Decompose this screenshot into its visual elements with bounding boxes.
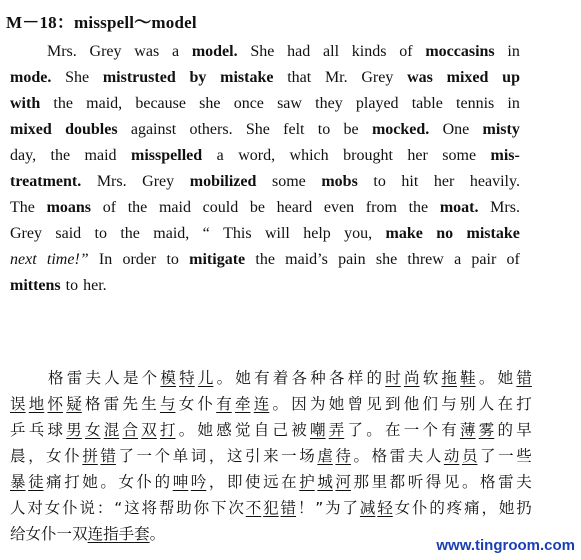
word: saw — [277, 95, 302, 112]
word: She — [250, 43, 275, 60]
word: the — [120, 225, 140, 242]
vocab-word: mode. — [10, 69, 52, 86]
word: she — [199, 95, 221, 112]
word: that — [287, 69, 312, 86]
word: She — [65, 69, 90, 86]
word: all — [323, 43, 340, 60]
word: kinds — [351, 43, 387, 60]
word: Mrs. — [490, 199, 520, 216]
word: This — [223, 225, 252, 242]
vocab-word: no — [436, 225, 454, 242]
vocab-word: mistake — [466, 225, 520, 242]
vocab-word: misspelled — [131, 147, 203, 164]
word: the — [408, 199, 429, 216]
chinese-line: 乒 乓 球 男 女 混 合 双 打 。 她 感 觉 自 己 被 嘲 弄 了 。 在 一 个 有 薄 雾 的 早 — [10, 421, 532, 439]
word: will — [264, 225, 290, 242]
vocab-word: mixed — [446, 69, 489, 86]
word: others. — [189, 121, 233, 138]
word: help — [303, 225, 331, 242]
english-line — [10, 250, 520, 270]
word: heavily. — [469, 173, 520, 190]
word: Grey — [361, 69, 394, 86]
word: they — [315, 95, 343, 112]
word: maid — [84, 147, 117, 164]
chinese-line: 暴 徒 痛 打 她 。 女 仆 的 呻 吟 ， 即 使 远 在 护 城 河 那 里 都 听 得 见 。 格 雷 夫 — [10, 473, 532, 491]
word: Grey — [10, 225, 42, 242]
vocab-word: mistake — [220, 69, 274, 86]
word: In — [98, 251, 113, 268]
word: of — [506, 251, 520, 268]
vocab-word: mittens — [10, 277, 61, 294]
word: to — [373, 173, 386, 190]
word: a — [216, 147, 224, 164]
word: She — [245, 121, 270, 138]
vocab-word: moat. — [439, 199, 479, 216]
word: pain — [338, 251, 366, 268]
word: tennis — [456, 95, 495, 112]
word: a — [454, 251, 462, 268]
chinese-line: 格 雷 夫 人 是 个 模 特 儿 。 她 有 着 各 种 各 样 的 时 尚 软 拖 鞋 。 她 错 — [48, 369, 532, 387]
word: word, — [238, 147, 276, 164]
word: she — [375, 251, 398, 268]
vocab-word: mocked. — [371, 121, 430, 138]
vocab-word: mixed — [10, 121, 52, 138]
word: brought — [343, 147, 393, 164]
word: “ — [202, 225, 210, 242]
word: threw — [407, 251, 444, 268]
word: of — [399, 43, 413, 60]
vocab-word: mitigate — [189, 251, 246, 268]
vocab-word: with — [10, 95, 41, 112]
word: her. — [83, 277, 107, 294]
word: against — [130, 121, 177, 138]
vocab-word: doubles — [65, 121, 118, 138]
word: some — [442, 147, 477, 164]
word: Mrs. — [96, 173, 127, 190]
word: The — [10, 199, 35, 216]
english-line — [47, 42, 520, 62]
word: was — [134, 43, 160, 60]
word: her — [407, 147, 428, 164]
word: some — [271, 173, 306, 190]
word: order — [122, 251, 157, 268]
vocab-word: model. — [191, 43, 238, 60]
word: Mr. — [324, 69, 348, 86]
word: in — [507, 43, 520, 60]
chinese-line: 晨 ， 女 仆 拼 错 了 一 个 单 词 ， 这 引 来 一 场 虐 待 。 格 雷 夫 人 动 员 了 一 些 — [10, 447, 532, 465]
word: to — [166, 251, 179, 268]
vocab-word: moans — [46, 199, 92, 216]
heading: M－18：misspell～model — [6, 13, 197, 32]
english-line — [10, 146, 520, 166]
english-line — [10, 276, 520, 296]
english-line — [10, 172, 520, 192]
word: the — [53, 95, 73, 112]
vocab-word: treatment. — [10, 173, 82, 190]
word: because — [135, 95, 186, 112]
word: even — [323, 199, 355, 216]
word: had — [287, 43, 311, 60]
word: could — [202, 199, 239, 216]
word: Grey — [142, 173, 175, 190]
english-line — [10, 94, 520, 114]
english-line — [10, 224, 520, 244]
word: One — [442, 121, 470, 138]
word: to — [65, 277, 79, 294]
word: to — [317, 121, 331, 138]
vocab-word: up — [502, 69, 520, 86]
word: time!” — [46, 251, 89, 268]
word: her — [433, 173, 455, 190]
word: maid, — [86, 95, 123, 112]
word: be — [249, 199, 265, 216]
word: from — [365, 199, 397, 216]
vocab-word: by — [189, 69, 207, 86]
word: Mrs. — [47, 43, 77, 60]
word: which — [289, 147, 329, 164]
word: maid, — [153, 225, 190, 242]
word: maid — [158, 199, 191, 216]
word: played — [355, 95, 399, 112]
word: to — [94, 225, 107, 242]
watermark: www.tingroom.com — [436, 537, 575, 554]
word: day, — [10, 147, 37, 164]
word: the — [127, 199, 148, 216]
word: be — [343, 121, 359, 138]
vocab-word: make — [385, 225, 423, 242]
word: the — [255, 251, 275, 268]
vocab-word: mis- — [490, 147, 520, 164]
word: of — [102, 199, 117, 216]
chinese-line: 给 女 仆 一 双 连 指 手 套 。 — [10, 525, 166, 543]
english-line — [10, 198, 520, 218]
word: Grey — [89, 43, 122, 60]
word: said — [55, 225, 82, 242]
english-line — [10, 120, 520, 140]
word: felt — [283, 121, 305, 138]
word: hit — [401, 173, 419, 190]
vocab-word: moccasins — [425, 43, 495, 60]
word: pair — [471, 251, 497, 268]
word: in — [507, 95, 520, 112]
word: table — [411, 95, 443, 112]
word: next — [10, 251, 37, 268]
word: the — [50, 147, 71, 164]
vocab-word: was — [407, 69, 433, 86]
word: maid’s — [285, 251, 328, 268]
vocab-word: mobilized — [189, 173, 257, 190]
word: heard — [276, 199, 313, 216]
english-line — [10, 68, 520, 88]
vocab-word: mistrusted — [102, 69, 176, 86]
chinese-line: 人 对 女 仆 说 ： “ 这 将 帮 助 你 下 次 不 犯 错 ！ ” 为 了 减 轻 女 仆 的 疼 痛 ， 她 扔 — [10, 499, 532, 517]
word: once — [233, 95, 264, 112]
word: a — [171, 43, 180, 60]
vocab-word: misty — [482, 121, 520, 138]
chinese-line: 误 地 怀 疑 格 雷 先 生 与 女 仆 有 牵 连 。 因 为 她 曾 见 到 他 们 与 别 人 在 打 — [10, 395, 532, 413]
word: you, — [344, 225, 373, 242]
vocab-word: mobs — [321, 173, 358, 190]
